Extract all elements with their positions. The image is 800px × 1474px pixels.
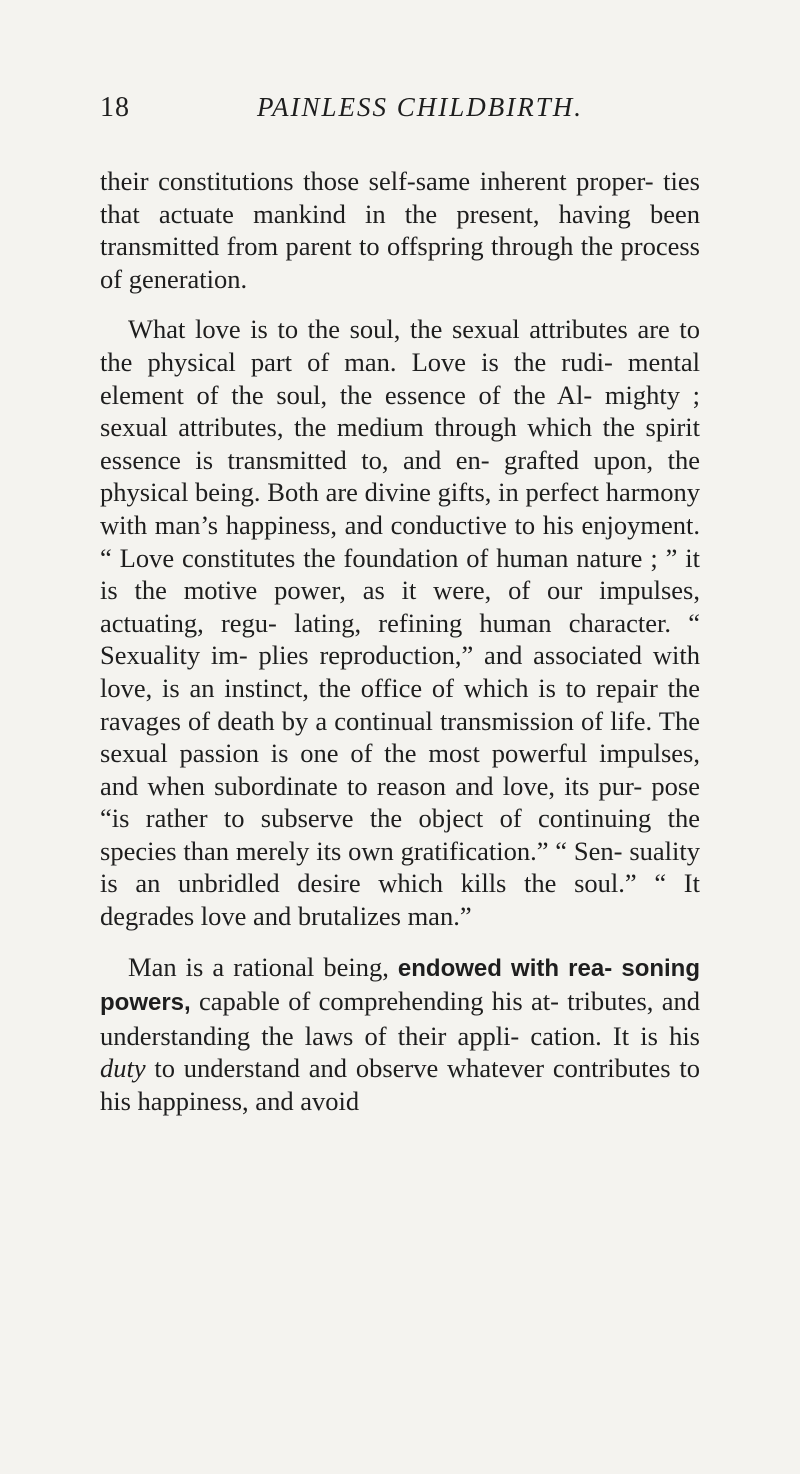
paragraph-reason-lead: Man is a rational being, (128, 951, 398, 982)
paragraph-love-rest: is to the soul, the sexual attributes are to the physical part of man. Love is the rudi- mental element of the soul, the essence of the Al- mighty ; sexual attributes, the medium through which the spirit essence is transmitted to, and en- grafted upon, the physical being. Both are divine gifts, in perfect harmony with man’s happiness, and conductive to his enjoyment. “ Love constitutes the foundation of human nature ; ” it is the motive power, as it were, of our impulses, actuating, regu- lating, refining human character. “ Sexuality im- plies reproduction,” and associated with love, is an instinct, the office of which is to repair the ravages of death by a continual transmission of life. The sexual passion is one of the most powerful impulses, and when subordinate to reason and love, its pur- pose “is rather to subserve the object of continuing the species than merely its own gratification.” “ Sen- suality is an unbridled desire which kills the soul.” “ It degrades love and brutalizes man.” (100, 314, 701, 932)
body-text (100, 165, 700, 1118)
paragraph-reason (100, 951, 700, 1118)
paragraph-continuation: their constitutions those self-same inherent proper- ties that actuate mankind in the present, having been transmitted from parent to offspring through the process of generation. (100, 166, 700, 294)
paragraph-reason-rest: to understand and observe whatever contributes to his happiness, and avoid (100, 1053, 700, 1117)
paragraph-reason-middle: capable of comprehending his at- tributes, and understanding the laws of their appli- cation. It is his (100, 986, 700, 1051)
love-word: love (194, 314, 241, 345)
paragraph-love (100, 313, 700, 932)
bold-phrase: endowed with rea- soning powers, (100, 954, 701, 1017)
running-title: PAINLESS CHILDBIRTH. (256, 92, 584, 122)
running-head (100, 92, 700, 136)
page-number: 18 (100, 92, 130, 123)
paragraph-love-lead: What (128, 314, 195, 345)
italic-word-duty: duty (100, 1053, 146, 1084)
